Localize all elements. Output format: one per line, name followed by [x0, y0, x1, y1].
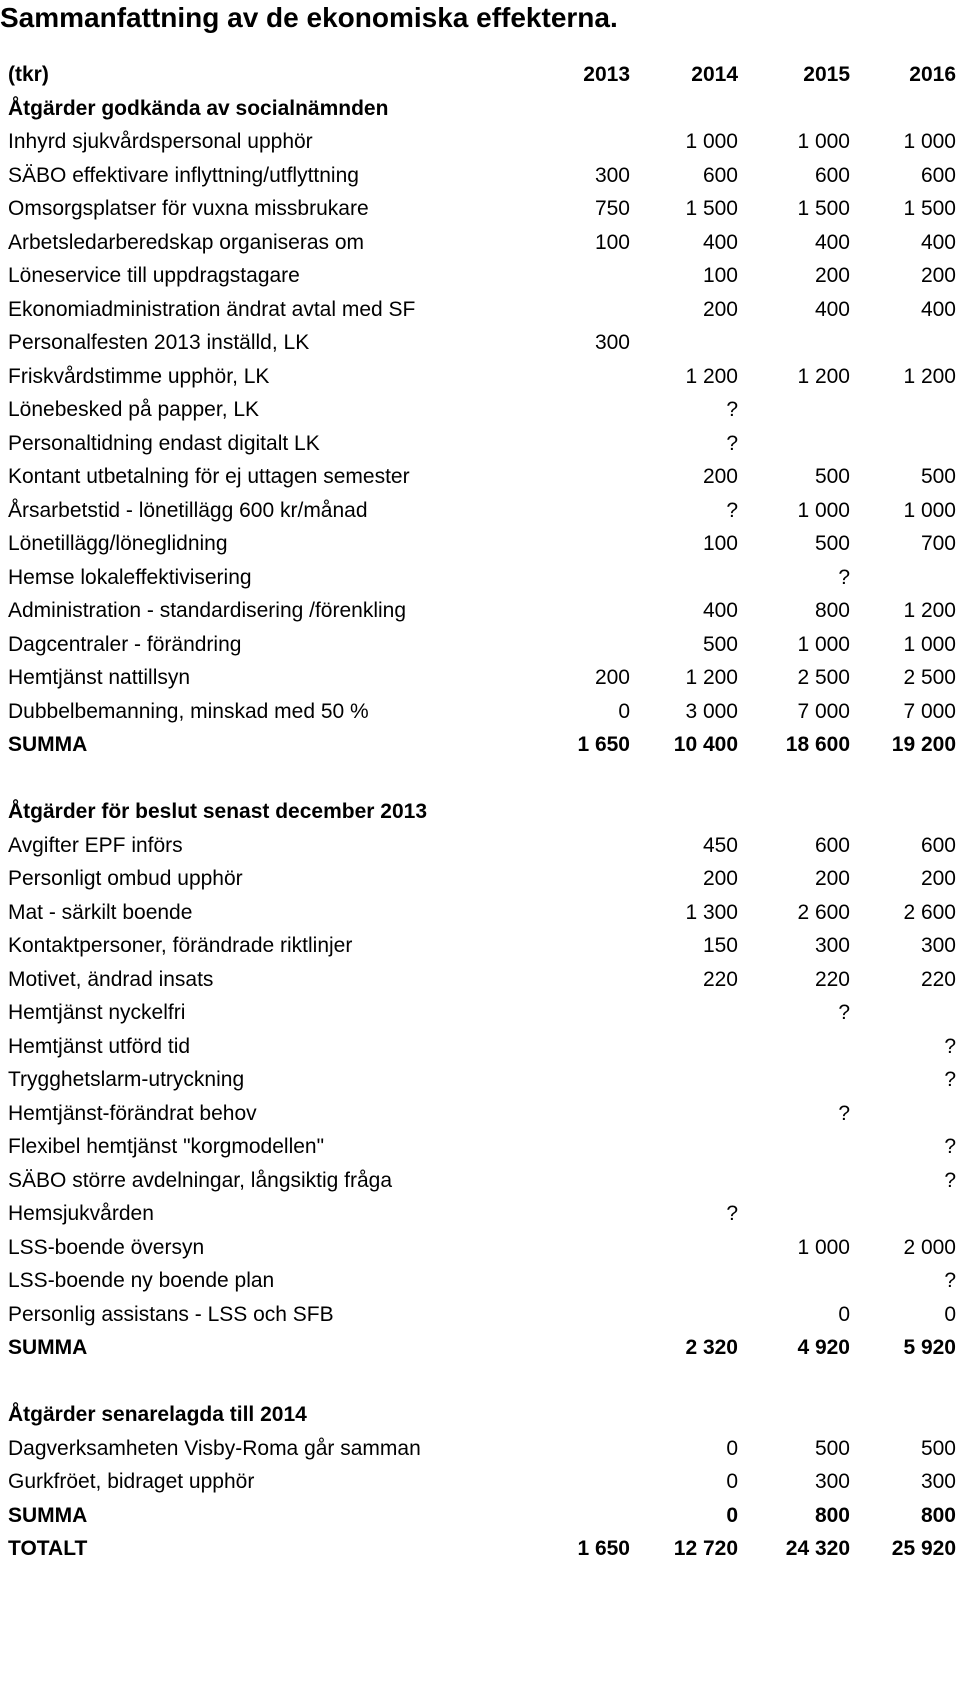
cell-2015: 1 200	[797, 364, 850, 388]
sum-row	[0, 1532, 960, 1566]
cell-2016: 600	[920, 833, 956, 857]
row-label: Kontaktpersoner, förändrade riktlinjer	[8, 934, 353, 957]
cell-2016: 300	[920, 1470, 956, 1493]
row-label: Mat - särkilt boende	[8, 900, 193, 924]
row-label: Personaltidning endast digitalt LK	[8, 431, 320, 455]
cell-2015: ?	[838, 1001, 850, 1024]
cell-2016: 2 500	[903, 666, 956, 689]
row-label: Hemtjänst utförd tid	[8, 1034, 191, 1058]
row-label: LSS-boende ny boende plan	[8, 1269, 275, 1292]
table-row	[0, 494, 960, 528]
section-heading-row	[0, 92, 960, 126]
section-heading: Åtgärder godkända av socialnämnden	[8, 96, 389, 120]
cell-2013: 1 650	[577, 1537, 630, 1560]
cell-2016: 19 200	[891, 733, 956, 756]
cell-2014: 450	[702, 833, 738, 857]
row-label: SÄBO effektivare inflyttning/utflyttning	[8, 163, 359, 187]
cell-2013: 100	[594, 230, 630, 254]
row-label: Dagcentraler - förändring	[8, 632, 242, 656]
cell-2015: 800	[814, 599, 850, 622]
section-heading-row	[0, 1398, 960, 1432]
cell-2016: 25 920	[891, 1537, 956, 1560]
cell-2016: 2016	[909, 63, 956, 86]
row-label: Friskvårdstimme upphör, LK	[8, 364, 270, 388]
cell-2015: 4 920	[797, 1336, 850, 1359]
cell-2015: 500	[814, 1436, 850, 1460]
cell-2016: 1 200	[903, 364, 956, 388]
cell-2013: 300	[594, 163, 630, 187]
row-label: Dagverksamheten Visby-Roma går samman	[8, 1436, 421, 1460]
table-row	[0, 1432, 960, 1466]
cell-2013: 300	[594, 331, 630, 354]
sum-row	[0, 728, 960, 762]
section-heading: Åtgärder senarelagda till 2014	[8, 1403, 307, 1426]
table-row	[0, 1465, 960, 1499]
table-row	[0, 159, 960, 193]
row-label: SUMMA	[8, 733, 88, 756]
row-label: Avgifter EPF införs	[8, 833, 183, 857]
cell-2014: 500	[702, 632, 738, 656]
cell-2013: 2013	[583, 63, 630, 86]
cell-2014: 200	[702, 465, 738, 488]
cell-2015: 300	[814, 1470, 850, 1493]
cell-2015: 600	[814, 833, 850, 857]
row-label: Årsarbetstid - lönetillägg 600 kr/månad	[8, 498, 368, 522]
cell-2013: 750	[594, 197, 630, 220]
cell-2014: 1 000	[685, 130, 738, 153]
table-row	[0, 1231, 960, 1265]
table-row	[0, 963, 960, 997]
table-row	[0, 1063, 960, 1097]
cell-2014: 400	[702, 230, 738, 254]
cell-2015: 500	[814, 532, 850, 555]
cell-2014: 0	[726, 1470, 738, 1493]
cell-2015: 0	[838, 1302, 850, 1326]
cell-2014: 100	[702, 264, 738, 287]
cell-2014: 2014	[691, 63, 738, 86]
table-header-row	[0, 58, 960, 92]
row-label: Inhyrd sjukvårdspersonal upphör	[8, 130, 313, 153]
row-label: SUMMA	[8, 1503, 88, 1527]
cell-2015: 220	[814, 967, 850, 991]
cell-2014: 2 320	[685, 1336, 738, 1359]
cell-2015: 1 000	[797, 632, 850, 656]
cell-2015: 1 500	[797, 197, 850, 220]
table-row	[0, 460, 960, 494]
cell-2016: ?	[944, 1068, 956, 1091]
row-label: Ekonomiadministration ändrat avtal med SF	[8, 297, 416, 321]
table-row	[0, 527, 960, 561]
cell-2014: 150	[702, 934, 738, 957]
table-row	[0, 326, 960, 360]
cell-2016: 220	[920, 967, 956, 991]
cell-2016: 600	[920, 163, 956, 187]
cell-2015: 300	[814, 934, 850, 957]
table-row	[0, 1130, 960, 1164]
table-row	[0, 896, 960, 930]
page-title: Sammanfattning av de ekonomiska effekterna.	[0, 2, 618, 33]
row-label: SÄBO större avdelningar, långsiktig fråga	[8, 1168, 393, 1192]
table-row	[0, 393, 960, 427]
row-label: Hemtjänst-förändrat behov	[8, 1101, 257, 1125]
section-heading-row	[0, 795, 960, 829]
row-spacer	[0, 1365, 960, 1399]
row-label: Omsorgsplatser för vuxna missbrukare	[8, 197, 369, 220]
cell-2016: ?	[944, 1135, 956, 1158]
row-label: Administration - standardisering /förenkling	[8, 599, 407, 622]
cell-2015: 1 000	[797, 498, 850, 522]
cell-2014: 0	[726, 1503, 738, 1527]
row-label: Dubbelbemanning, minskad med 50 %	[8, 699, 369, 723]
cell-2014: 0	[726, 1436, 738, 1460]
cell-2016: 0	[944, 1302, 956, 1326]
row-label: Lönebesked på papper, LK	[8, 398, 260, 421]
cell-2015: 7 000	[797, 699, 850, 723]
cell-2015: 1 000	[797, 1235, 850, 1259]
cell-2014: 1 500	[685, 197, 738, 220]
row-label: Kontant utbetalning för ej uttagen semester	[8, 465, 410, 488]
row-label: Flexibel hemtjänst "korgmodellen"	[8, 1135, 325, 1158]
row-label: Motivet, ändrad insats	[8, 967, 214, 991]
cell-2015: 400	[814, 297, 850, 321]
table-row	[0, 695, 960, 729]
cell-2016: 700	[920, 532, 956, 555]
cell-2015: 18 600	[785, 733, 850, 756]
row-label: Lönetillägg/löneglidning	[8, 532, 228, 555]
sum-row	[0, 1499, 960, 1533]
cell-2015: 400	[814, 230, 850, 254]
cell-2016: 1 000	[903, 632, 956, 656]
cell-2016: 200	[920, 867, 956, 890]
row-label: Löneservice till uppdragstagare	[8, 264, 300, 287]
cell-2016: 300	[920, 934, 956, 957]
row-label: Hemtjänst nyckelfri	[8, 1001, 186, 1024]
cell-2015: 2015	[803, 63, 850, 86]
table-row	[0, 1264, 960, 1298]
row-spacer	[0, 762, 960, 796]
table-row	[0, 1197, 960, 1231]
cell-2016: 5 920	[903, 1336, 956, 1359]
table-row	[0, 1298, 960, 1332]
table-row	[0, 259, 960, 293]
cell-2014: 10 400	[673, 733, 738, 756]
table-row	[0, 628, 960, 662]
cell-2016: 500	[920, 1436, 956, 1460]
section-heading: Åtgärder för beslut senast december 2013	[8, 800, 427, 823]
cell-2014: ?	[726, 1202, 738, 1225]
cell-2016: 800	[920, 1503, 956, 1527]
cell-2014: 1 300	[685, 900, 738, 924]
cell-2013: 0	[618, 699, 630, 723]
cell-2016: ?	[944, 1168, 956, 1192]
cell-2016: 400	[920, 297, 956, 321]
row-label: TOTALT	[8, 1537, 88, 1560]
cell-2015: ?	[838, 565, 850, 589]
cell-2016: 1 000	[903, 498, 956, 522]
cell-2014: 3 000	[685, 699, 738, 723]
cell-2014: 600	[702, 163, 738, 187]
cell-2014: 200	[702, 867, 738, 890]
table-row	[0, 1164, 960, 1198]
cell-2016: 1 500	[903, 197, 956, 220]
table-row	[0, 929, 960, 963]
table-row	[0, 561, 960, 595]
cell-2014: ?	[726, 431, 738, 455]
row-label: Personalfesten 2013 inställd, LK	[8, 331, 310, 354]
table-row	[0, 1030, 960, 1064]
cell-2016: 500	[920, 465, 956, 488]
sum-row	[0, 1331, 960, 1365]
table-row	[0, 996, 960, 1030]
row-label: Hemse lokaleffektivisering	[8, 565, 252, 589]
row-label: Arbetsledarberedskap organiseras om	[8, 230, 365, 254]
cell-2014: 1 200	[685, 364, 738, 388]
cell-2015: 500	[814, 465, 850, 488]
cell-2015: 200	[814, 264, 850, 287]
table-row	[0, 226, 960, 260]
cell-2016: 2 600	[903, 900, 956, 924]
cell-2015: 200	[814, 867, 850, 890]
cell-2014: 12 720	[673, 1537, 738, 1560]
table-row	[0, 125, 960, 159]
cell-2016: ?	[944, 1034, 956, 1058]
cell-2016: 1 200	[903, 599, 956, 622]
cell-2014: 200	[702, 297, 738, 321]
row-label: (tkr)	[8, 63, 49, 86]
cell-2014: ?	[726, 398, 738, 421]
cell-2015: 600	[814, 163, 850, 187]
cell-2013: 1 650	[577, 733, 630, 756]
summary-table	[0, 58, 960, 1566]
row-label: Personligt ombud upphör	[8, 867, 243, 890]
table-row	[0, 661, 960, 695]
table-row	[0, 594, 960, 628]
cell-2015: ?	[838, 1101, 850, 1125]
row-label: Personlig assistans - LSS och SFB	[8, 1302, 334, 1326]
cell-2015: 2 500	[797, 666, 850, 689]
cell-2016: 7 000	[903, 699, 956, 723]
cell-2016: 2 000	[903, 1235, 956, 1259]
table-row	[0, 192, 960, 226]
row-label: SUMMA	[8, 1336, 88, 1359]
cell-2016: 400	[920, 230, 956, 254]
cell-2016: 200	[920, 264, 956, 287]
table-row	[0, 293, 960, 327]
table-row	[0, 360, 960, 394]
cell-2015: 1 000	[797, 130, 850, 153]
row-label: Hemtjänst nattillsyn	[8, 666, 191, 689]
table-row	[0, 862, 960, 896]
cell-2013: 200	[594, 666, 630, 689]
cell-2015: 800	[814, 1503, 850, 1527]
cell-2016: 1 000	[903, 130, 956, 153]
cell-2014: 100	[702, 532, 738, 555]
table-row	[0, 829, 960, 863]
cell-2014: 220	[702, 967, 738, 991]
row-label: Trygghetslarm-utryckning	[8, 1068, 245, 1091]
row-label: Hemsjukvården	[8, 1202, 154, 1225]
cell-2014: 1 200	[685, 666, 738, 689]
row-label: LSS-boende översyn	[8, 1235, 205, 1259]
cell-2015: 24 320	[785, 1537, 850, 1560]
cell-2014: ?	[726, 498, 738, 522]
table-row	[0, 1097, 960, 1131]
cell-2016: ?	[944, 1269, 956, 1292]
table-row	[0, 427, 960, 461]
cell-2014: 400	[702, 599, 738, 622]
row-label: Gurkfröet, bidraget upphör	[8, 1470, 255, 1493]
cell-2015: 2 600	[797, 900, 850, 924]
